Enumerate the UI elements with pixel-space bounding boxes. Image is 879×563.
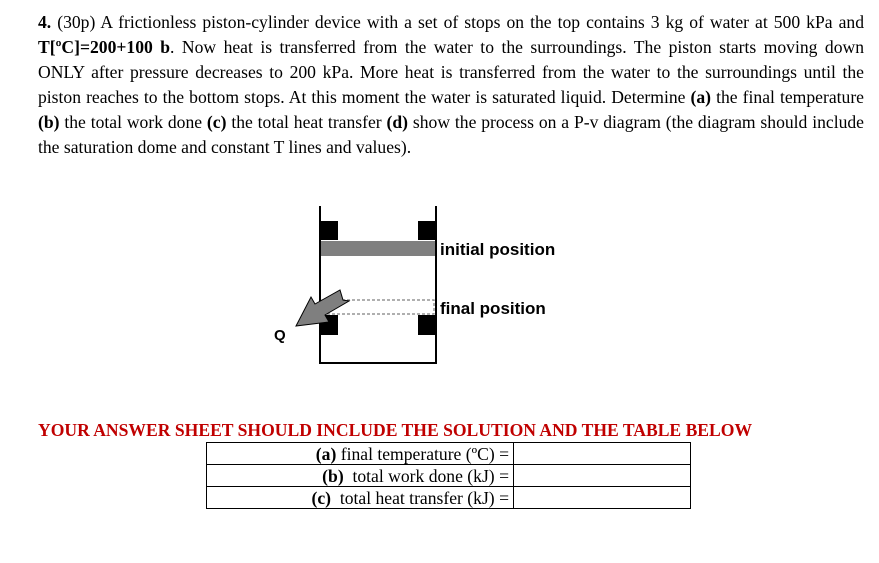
- final-position-label: final position: [440, 299, 546, 318]
- row-a-text: final temperature (ºC) =: [340, 443, 509, 464]
- answer-sheet-heading: YOUR ANSWER SHEET SHOULD INCLUDE THE SOLUTION AND THE TABLE BELOW: [38, 420, 753, 440]
- row-b-tag: (b): [322, 465, 344, 486]
- problem-text-1: A frictionless piston-cylinder device with a set of stops on the top contains 3 kg of water at 500 kPa and: [100, 12, 864, 32]
- part-a-text: the final temperature: [716, 87, 864, 107]
- table-row: [207, 465, 691, 487]
- top-stop-right: [418, 221, 435, 240]
- row-c-text: total heat transfer (kJ) =: [339, 487, 509, 508]
- initial-position-label: initial position: [440, 240, 556, 259]
- problem-points: (30p): [57, 12, 96, 32]
- row-c-tag: (c): [311, 487, 332, 508]
- table-row: [207, 443, 691, 465]
- top-stop-left: [321, 221, 338, 240]
- bottom-stop-right: [418, 315, 435, 335]
- piston-initial: [321, 241, 435, 256]
- row-a-tag: (a): [315, 443, 337, 464]
- part-c-tag: (c): [206, 112, 227, 132]
- heat-arrow-icon: [296, 290, 349, 326]
- part-d-text: show the process on a P-v diagram (the diagram should include the saturation dome and constant T lines and values).: [38, 112, 864, 157]
- answer-table: [206, 442, 691, 509]
- problem-text-2: . Now heat is transferred from the water to the surroundings. The piston starts moving down ONLY after pressure decreases to 200 kPa. More heat is transferred from the water to the surroundings until the piston reaches to the bottom stops. At this moment the water is saturated liquid. Determine: [38, 37, 864, 107]
- row-a-label: [207, 443, 514, 465]
- row-b-text: total work done (kJ) =: [352, 465, 509, 486]
- heat-label: Q: [274, 327, 286, 344]
- table-row: [207, 487, 691, 509]
- part-b-tag: (b): [38, 112, 60, 132]
- problem-number: 4.: [38, 12, 52, 32]
- row-b-value[interactable]: [514, 465, 691, 487]
- row-a-value[interactable]: [514, 443, 691, 465]
- row-b-label: [207, 465, 514, 487]
- temperature-expression: T[ºC]=200+100 b: [38, 37, 171, 57]
- part-c-text: the total heat transfer: [231, 112, 382, 132]
- part-d-tag: (d): [386, 112, 409, 132]
- part-a-tag: (a): [690, 87, 712, 107]
- part-b-text: the total work done: [64, 112, 203, 132]
- row-c-label: [207, 487, 514, 509]
- row-c-value[interactable]: [514, 487, 691, 509]
